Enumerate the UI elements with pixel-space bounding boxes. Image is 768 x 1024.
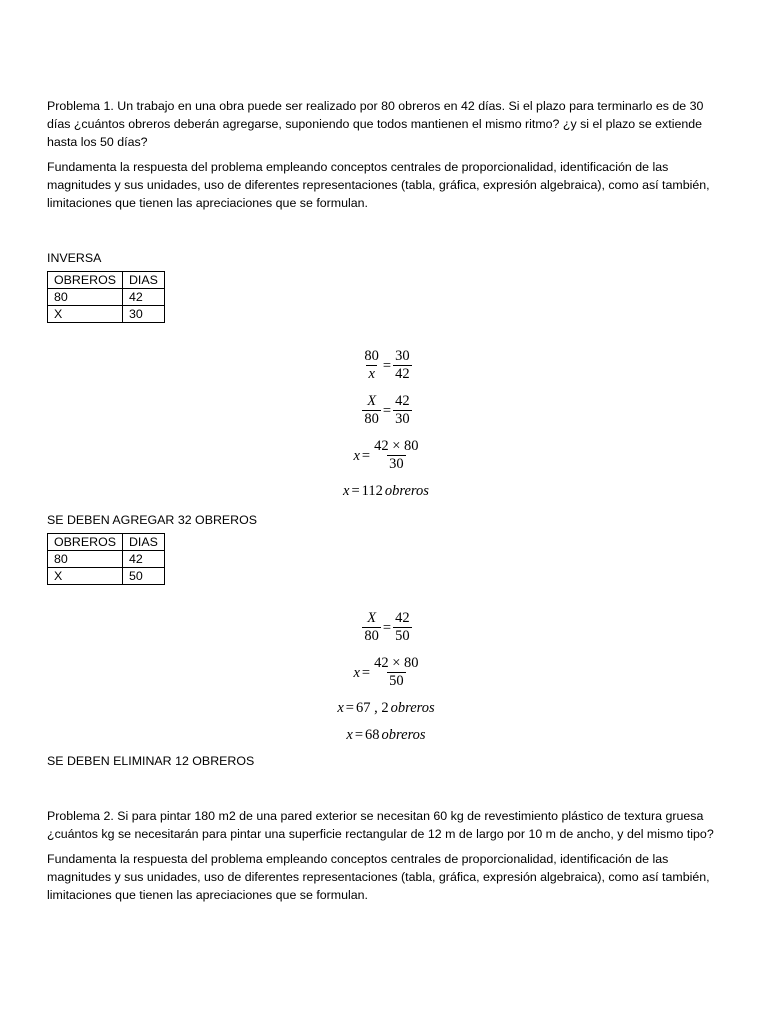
equation-3 [47,438,727,473]
equation-8 [47,726,727,744]
table-row [48,272,165,289]
table-header-cell: DIAS [122,534,164,551]
numerator: 30 [395,348,410,364]
equals-sign: = [361,447,371,464]
table-cell: 80 [48,289,123,306]
numerator: X [367,393,377,409]
table-header-cell: OBREROS [48,272,123,289]
denominator: 80 [364,628,379,644]
fraction [393,393,412,428]
variable: x [343,483,350,499]
equals-sign: = [382,402,392,419]
table-obreros-dias-1 [47,271,165,323]
equals-sign: = [361,664,371,681]
table-cell: 42 [122,289,164,306]
equation-5 [47,610,727,645]
variable: x [337,700,344,716]
equals-sign: = [354,727,364,743]
value: 68 [365,727,380,743]
denominator: 80 [364,411,379,427]
denominator: 30 [395,411,410,427]
table-cell: 42 [122,551,164,568]
fraction [372,655,420,690]
table-cell: X [48,306,123,323]
fraction [372,438,420,473]
equation-4 [47,482,727,500]
table-header-cell: OBREROS [48,534,123,551]
table-cell: 50 [122,568,164,585]
equals-sign: = [382,357,392,374]
value: 112 [361,483,383,499]
problem1-statement: Problema 1. Un trabajo en una obra puede ser realizado por 80 obreros en 42 días. Si el plazo para terminarlo es de 30 días ¿cuántos obreros deberán agregarse, suponiendo que todos mantienen el mismo ritmo? ¿y si el plazo se extiende hasta los 50 días? [47,99,704,149]
denominator: 42 [395,366,410,382]
table-obreros-dias-2 [47,533,165,585]
table-row [48,306,165,323]
variable: x [346,727,353,743]
table-header-cell: DIAS [122,272,164,289]
table-row [48,289,165,306]
result-1: SE DEBEN AGREGAR 32 OBREROS [47,513,258,527]
numerator: 42 × 80 [374,438,419,454]
table-cell: 30 [122,306,164,323]
equation-6 [47,655,727,690]
fraction [393,348,412,383]
numerator: 42 [395,610,410,626]
problem1-instructions: Fundamenta la respuesta del problema empleando conceptos centrales de proporcionalidad, identificación de las magnitudes y sus unidades, uso de diferentes representaciones (tabla, gráfica, expresión algebraica), como así también, limitaciones que tienen las apreciaciones que se formulan. [47,160,710,210]
unit: obreros [384,483,429,499]
equation-1 [47,348,727,383]
numerator: X [367,610,377,626]
value: 67 , 2 [355,700,389,716]
section-label-inversa: INVERSA [47,251,102,265]
table-cell: 80 [48,551,123,568]
denominator: 30 [389,456,404,472]
problem2-statement: Problema 2. Si para pintar 180 m2 de una pared exterior se necesitan 60 kg de revestimiento plástico de textura gruesa ¿cuántos kg se necesitarán para pintar una superficie rectangular de 12 m de largo por 10 m de ancho, y del mismo tipo? [47,809,714,841]
table-row [48,568,165,585]
numerator: 80 [364,348,379,364]
unit: obreros [390,700,435,716]
problem2-instructions: Fundamenta la respuesta del problema empleando conceptos centrales de proporcionalidad, identificación de las magnitudes y sus unidades, uso de diferentes representaciones (tabla, gráfica, expresión algebraica), como así también, limitaciones que tienen las apreciaciones que se formulan. [47,852,710,902]
variable: x [353,664,360,681]
variable: x [353,447,360,464]
equation-2 [47,393,727,428]
table-cell: X [48,568,123,585]
result-2: SE DEBEN ELIMINAR 12 OBREROS [47,754,255,768]
equation-7 [47,699,727,717]
denominator: x [368,366,375,382]
document-page [47,97,727,911]
equals-sign: = [345,700,354,716]
fraction [362,393,381,428]
table-row [48,551,165,568]
fraction [393,610,412,645]
denominator: 50 [395,628,410,644]
fraction [362,348,381,383]
equals-sign: = [382,619,392,636]
table-row [48,534,165,551]
numerator: 42 [395,393,410,409]
unit: obreros [381,727,426,743]
denominator: 50 [389,673,404,689]
numerator: 42 × 80 [374,655,419,671]
fraction [362,610,381,645]
equals-sign: = [351,483,360,499]
